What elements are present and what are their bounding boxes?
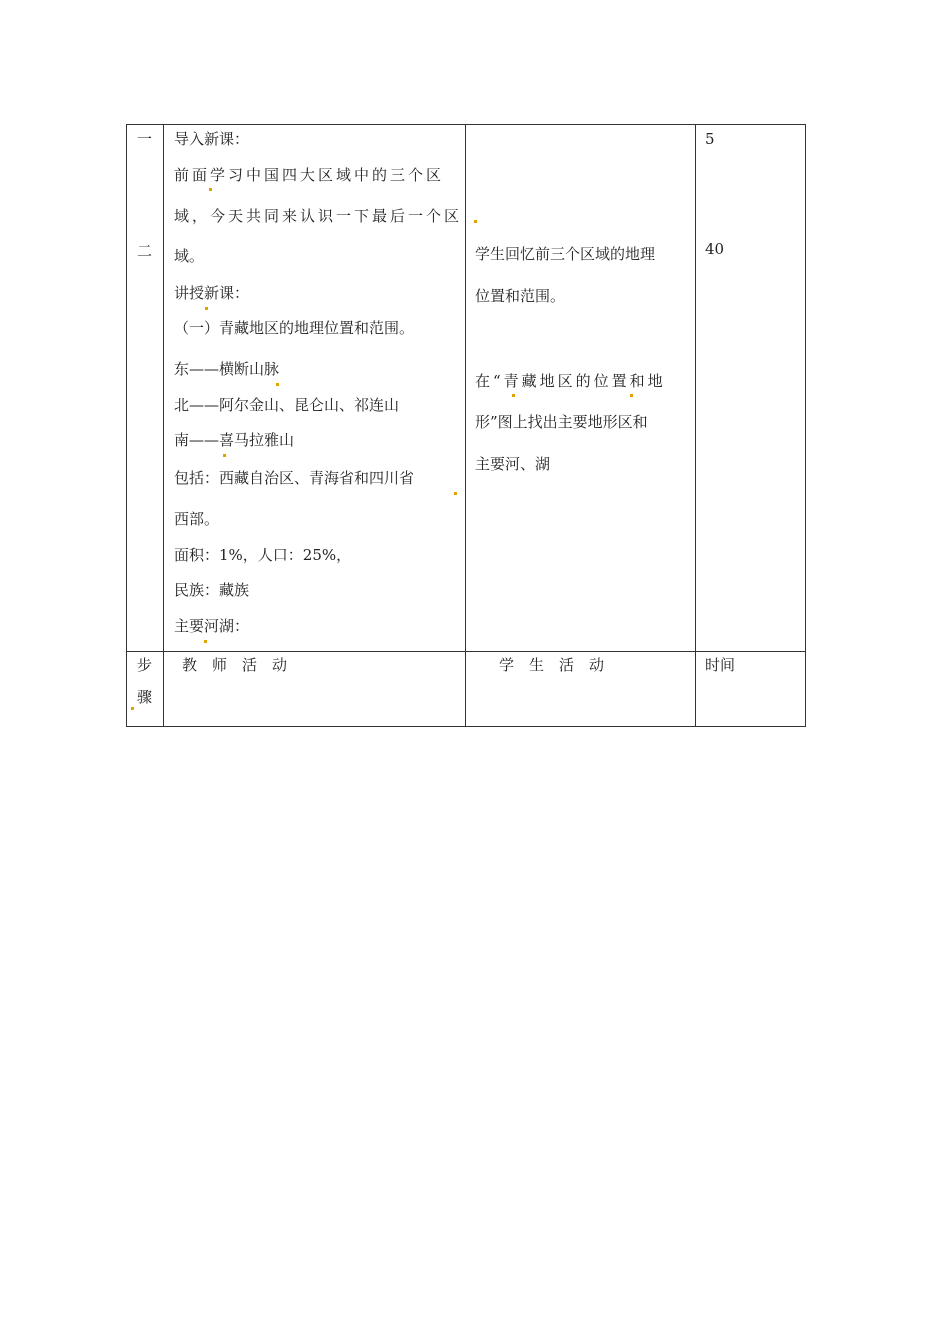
step-header-cell (127, 652, 164, 727)
student-line: 位置和范围。 (475, 287, 566, 305)
teacher-activity-header: 教 师 活 动 (182, 656, 288, 674)
student-line: 学生回忆前三个区域的地理 (475, 245, 656, 263)
time-value: 40 (705, 240, 725, 258)
decorative-dot (204, 628, 207, 648)
decorative-dot (131, 695, 134, 715)
student-line: 在“青藏地区的位置和地 (475, 372, 666, 390)
teacher-line: （一）青藏地区的地理位置和范围。 (174, 319, 415, 337)
teacher-line: 东——横断山脉 (174, 360, 280, 378)
student-line: 形”图上找出主要地形区和 (475, 413, 648, 431)
decorative-dot (205, 295, 208, 315)
time-header: 时间 (705, 656, 736, 674)
teacher-line: 域。 (174, 247, 205, 265)
teacher-line: 包括：西藏自治区、青海省和四川省 (174, 469, 415, 487)
decorative-dot (209, 176, 212, 196)
step-header-char-1: 步 (137, 656, 153, 674)
decorative-dot (223, 442, 226, 462)
teacher-line: 导入新课： (174, 130, 250, 148)
time-cell (696, 125, 806, 652)
student-activity-header: 学 生 活 动 (499, 656, 605, 674)
teacher-line: 西部。 (174, 510, 220, 528)
time-value: 5 (705, 130, 715, 148)
teacher-line: 面积：1%，人口：25%， (174, 546, 352, 564)
header-row (127, 652, 806, 727)
teacher-activity-cell (164, 125, 466, 652)
step-char-1: 一 (137, 130, 153, 148)
student-line: 主要河、湖 (475, 455, 551, 473)
step-cell (127, 125, 164, 652)
content-row (127, 125, 806, 652)
lesson-plan-table (126, 124, 806, 727)
decorative-dot (276, 371, 279, 391)
time-header-cell (696, 652, 806, 727)
teacher-line: 主要河湖： (174, 617, 250, 635)
teacher-line: 域，今天共同来认识一下最后一个区 (174, 207, 463, 225)
teacher-header-cell (164, 652, 466, 727)
student-activity-cell (466, 125, 696, 652)
decorative-dot (454, 480, 457, 500)
teacher-line: 前面学习中国四大区域中的三个区 (174, 166, 445, 184)
step-char-2: 二 (137, 242, 153, 260)
teacher-line: 南——喜马拉雅山 (174, 431, 295, 449)
step-header-char-2: 骤 (137, 688, 153, 706)
student-header-cell (466, 652, 696, 727)
teacher-line: 讲授新课： (174, 284, 250, 302)
teacher-line: 民族：藏族 (174, 581, 250, 599)
decorative-dot (512, 382, 515, 402)
decorative-dot (474, 208, 477, 228)
decorative-dot (630, 382, 633, 402)
teacher-line: 北——阿尔金山、昆仑山、祁连山 (174, 396, 400, 414)
